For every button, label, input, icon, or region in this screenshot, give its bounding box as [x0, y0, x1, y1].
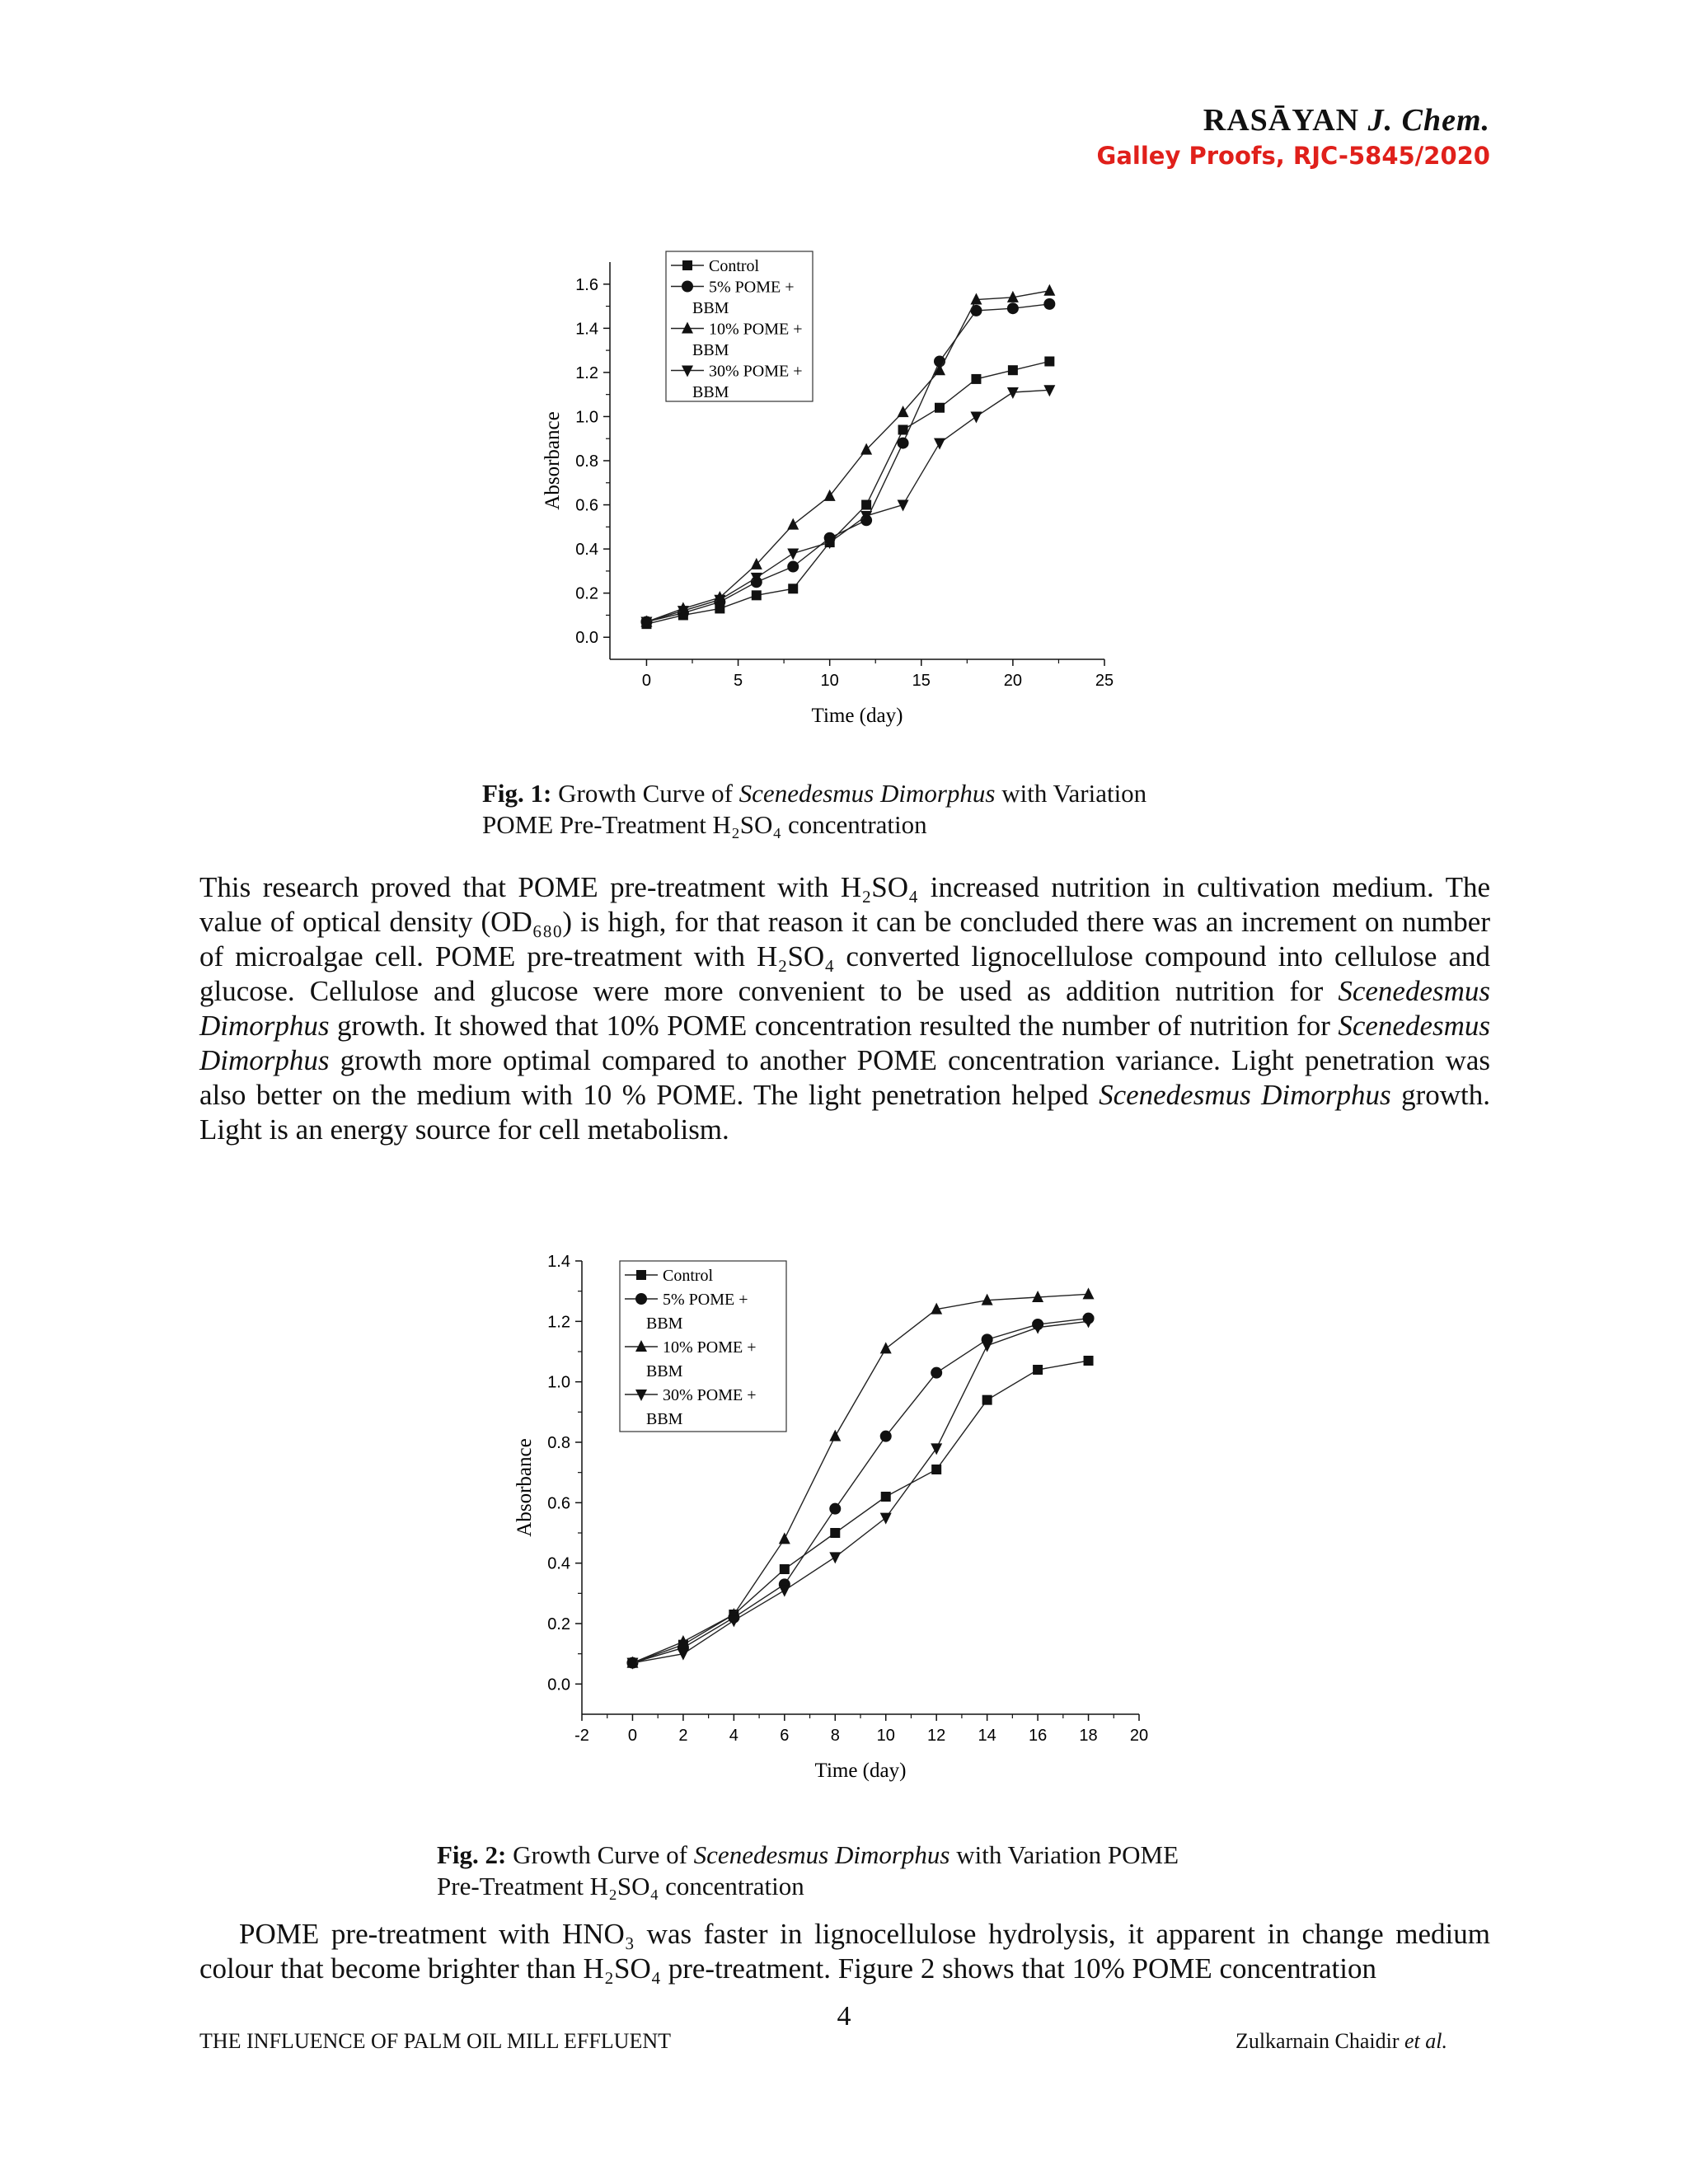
y-axis-label: Absorbance: [513, 1438, 536, 1537]
data-point: [982, 1294, 993, 1305]
page-number: 4: [837, 2001, 851, 2032]
paragraph-text: growth. It showed that 10% POME concentration resulted the number of nutrition for: [329, 1010, 1339, 1042]
data-point: [1033, 1365, 1043, 1375]
figure-2-caption-text-end: with Variation POME: [950, 1840, 1179, 1869]
data-point: [1043, 298, 1055, 310]
data-point: [780, 1564, 790, 1574]
legend-label: BBM: [692, 341, 729, 359]
data-point: [880, 1513, 892, 1525]
figure-1-chart: [528, 247, 1137, 742]
x-axis-label: Time (day): [814, 1760, 907, 1782]
data-point: [829, 1552, 841, 1563]
x-tick-label: 5: [733, 672, 743, 690]
legend-label: 30% POME +: [709, 362, 803, 381]
y-tick-label: 0.4: [575, 541, 598, 560]
y-axis-label: Absorbance: [542, 411, 564, 510]
data-point: [1043, 385, 1055, 396]
y-tick-label: 0.0: [575, 629, 598, 648]
data-point: [1032, 1291, 1043, 1302]
figure-2-species: Scenedesmus Dimorphus: [693, 1840, 950, 1869]
journal-suffix: J. Chem.: [1367, 103, 1490, 138]
y-tick-label: 0.2: [575, 584, 598, 603]
x-tick-label: 15: [912, 672, 931, 690]
y-tick-label: 0.8: [575, 452, 598, 471]
galley-proof-label: Galley Proofs, RJC-5845/2020: [1096, 142, 1490, 170]
journal-header: [1203, 102, 1490, 138]
data-point: [970, 293, 982, 305]
x-tick-label: 16: [1028, 1727, 1048, 1745]
legend-marker: [635, 1293, 647, 1305]
data-point: [787, 518, 799, 530]
data-point: [935, 403, 945, 413]
body-paragraph-2: POME pre-treatment with HNO₃ was faster in lignocellulose hydrolysis, it apparent in change medium colour that become brighter than H₂SO₄ pre-treatment. Figure 2 shows that 10% POME concentration: [199, 1918, 1490, 1985]
legend-marker: [682, 281, 693, 293]
figure-1-caption: [482, 778, 1146, 841]
legend-label: BBM: [646, 1362, 683, 1380]
legend-label: 30% POME +: [663, 1386, 757, 1404]
data-point: [829, 1430, 841, 1441]
data-point: [881, 1492, 891, 1502]
paragraph-text: This research proved that POME pre-treatment with H₂SO₄ increased nutrition in cultivation medium. The value of optical density (OD₆₈₀) is high, for that reason it can be concluded there was an increment on number of microalgae cell. POME pre-treatment with H₂SO₄ converted lignocellulose compound into cellulose and glucose. Cellulose and glucose were more convenient to be used as addition nutrition for: [199, 871, 1490, 1007]
data-point: [787, 548, 799, 560]
legend-marker: [682, 260, 692, 270]
data-point: [970, 411, 982, 423]
legend-label: BBM: [692, 299, 729, 317]
figure-1-caption-line2: POME Pre-Treatment H₂SO₄ concentration: [482, 810, 927, 839]
x-tick-label: 8: [830, 1727, 840, 1745]
figure-2-caption-text: Growth Curve of: [506, 1840, 694, 1869]
y-tick-label: 1.2: [575, 363, 598, 382]
figure-2-chart: [495, 1244, 1154, 1797]
data-point: [898, 438, 909, 449]
x-tick-label: 6: [780, 1727, 790, 1745]
x-axis-label: Time (day): [811, 705, 903, 727]
figure-1-caption-text-end: with Variation: [995, 779, 1147, 808]
y-tick-label: 1.0: [575, 408, 598, 427]
legend-label: 5% POME +: [709, 278, 795, 297]
legend-label: BBM: [692, 383, 729, 401]
data-point: [861, 500, 871, 510]
x-tick-label: 0: [641, 672, 652, 690]
y-tick-label: 0.4: [547, 1554, 570, 1573]
data-point: [1084, 1356, 1094, 1366]
y-tick-label: 1.4: [575, 320, 598, 339]
data-point: [1083, 1287, 1095, 1299]
figure-1-caption-text: Growth Curve of: [551, 779, 739, 808]
figure-1-label: Fig. 1:: [482, 779, 552, 808]
data-point: [1007, 302, 1019, 314]
data-point: [1044, 357, 1054, 367]
x-tick-label: 20: [1129, 1727, 1149, 1745]
legend: [666, 251, 813, 401]
x-tick-label: 12: [927, 1727, 946, 1745]
x-tick-label: 4: [729, 1727, 738, 1745]
data-point: [779, 1586, 790, 1597]
journal-name: RASĀYAN: [1203, 103, 1360, 138]
y-tick-label: 1.2: [547, 1313, 570, 1332]
figure-2-label: Fig. 2:: [437, 1840, 507, 1869]
series-30-pome-bbm: [640, 385, 1055, 628]
running-title: THE INFLUENCE OF PALM OIL MILL EFFLUENT: [199, 2029, 671, 2053]
y-tick-label: 0.8: [547, 1434, 570, 1452]
x-tick-label: 10: [820, 672, 839, 690]
species-name: Scenedesmus Dimorphus: [1099, 1079, 1391, 1111]
y-tick-label: 0.0: [547, 1675, 570, 1694]
data-point: [982, 1395, 992, 1405]
y-tick-label: 0.6: [575, 496, 598, 515]
paragraph-text: growth. Light is an energy source for cell metabolism.: [199, 1079, 1490, 1146]
y-tick-label: 1.0: [547, 1373, 570, 1392]
figure-2-caption-line2: Pre-Treatment H₂SO₄ concentration: [437, 1872, 804, 1900]
legend-label: BBM: [646, 1410, 683, 1428]
legend-label: 10% POME +: [663, 1338, 757, 1357]
legend-label: BBM: [646, 1315, 683, 1333]
data-point: [779, 1532, 790, 1544]
y-tick-label: 0.2: [547, 1615, 570, 1633]
y-tick-label: 1.6: [575, 275, 598, 294]
legend-label: 10% POME +: [709, 320, 803, 339]
data-point: [898, 425, 908, 435]
paragraph-text: growth more optimal compared to another POME concentration variance. Light penetration was also better on the medium with 10 % POME. The light penetration helped: [199, 1044, 1490, 1111]
y-tick-label: 1.4: [547, 1253, 570, 1271]
x-tick-label: 2: [678, 1727, 688, 1745]
data-point: [830, 1528, 840, 1538]
x-tick-label: -2: [574, 1727, 589, 1745]
x-tick-label: 18: [1079, 1727, 1098, 1745]
data-point: [934, 438, 945, 450]
x-tick-label: 25: [1095, 672, 1114, 690]
author-line: [1236, 2029, 1447, 2054]
data-point: [971, 374, 981, 384]
x-tick-label: 0: [627, 1727, 638, 1745]
legend-label: Control: [709, 257, 760, 275]
data-point: [1043, 284, 1055, 296]
data-point: [931, 1465, 941, 1474]
data-point: [931, 1367, 942, 1379]
data-point: [880, 1431, 892, 1442]
data-point: [787, 561, 799, 573]
data-point: [880, 1342, 892, 1353]
x-tick-label: 10: [876, 1727, 895, 1745]
species-name: Scenedesmus Dimorphus: [199, 1010, 1490, 1076]
author-names: Zulkarnain Chaidir: [1235, 2029, 1400, 2053]
legend: [620, 1261, 786, 1432]
data-point: [829, 1503, 841, 1515]
x-tick-label: 20: [1003, 672, 1023, 690]
author-suffix: et al.: [1404, 2029, 1447, 2053]
data-point: [982, 1341, 993, 1352]
series-line: [646, 390, 1049, 621]
legend-marker: [636, 1270, 646, 1280]
y-tick-label: 0.6: [547, 1494, 570, 1513]
legend-label: Control: [663, 1267, 714, 1285]
data-point: [788, 583, 798, 593]
figure-1-species: Scenedesmus Dimorphus: [738, 779, 996, 808]
x-tick-label: 14: [978, 1727, 996, 1745]
figure-2-caption: [437, 1840, 1179, 1902]
data-point: [1008, 365, 1018, 375]
data-point: [752, 590, 762, 600]
species-name: Scenedesmus Dimorphus: [199, 975, 1490, 1042]
legend-label: 5% POME +: [663, 1291, 748, 1309]
body-paragraph-1: [199, 870, 1490, 1147]
data-point: [1007, 387, 1019, 399]
